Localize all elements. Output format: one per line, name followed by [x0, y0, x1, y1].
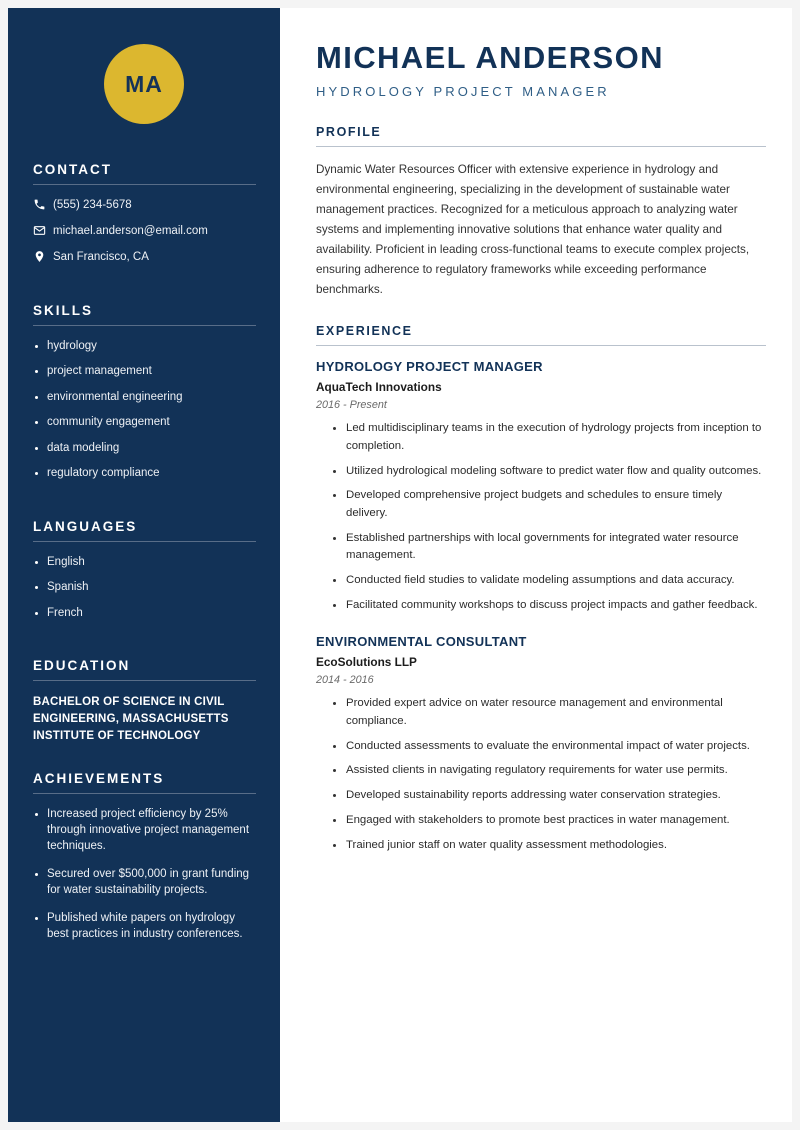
contact-heading: CONTACT	[33, 162, 112, 177]
phone-icon	[33, 198, 53, 211]
job-company: AquaTech Innovations	[316, 380, 442, 395]
education-item: BACHELOR OF SCIENCE IN CIVIL ENGINEERING, MASSACHUSETTS INSTITUTE OF TECHNOLOGY	[33, 696, 229, 742]
list-item: Secured over $500,000 in grant funding for water sustainability projects.	[33, 867, 256, 898]
spacer	[8, 631, 280, 658]
list-item: Engaged with stakeholders to promote best practices in water management.	[332, 812, 766, 830]
spacer	[8, 492, 280, 519]
headline-job-title: HYDROLOGY PROJECT MANAGER	[316, 83, 610, 99]
experience-section	[316, 324, 766, 854]
list-item: Conducted field studies to validate modeling assumptions and data accuracy.	[332, 572, 766, 590]
list-item: Utilized hydrological modeling software to predict water flow and quality outcomes.	[332, 463, 766, 481]
list-item: Facilitated community workshops to discuss project impacts and gather feedback.	[332, 597, 766, 615]
list-item: Assisted clients in navigating regulatory requirements for water use permits.	[332, 762, 766, 780]
contact-email-value: michael.anderson@email.com	[53, 224, 208, 237]
list-item: French	[33, 606, 256, 622]
spacer	[8, 744, 280, 771]
experience-divider	[316, 345, 766, 346]
experience-entry	[316, 634, 766, 854]
list-item: Conducted assessments to evaluate the environmental impact of water projects.	[332, 738, 766, 756]
list-item: regulatory compliance	[33, 466, 256, 482]
list-item: Increased project efficiency by 25% through innovative project management techniques.	[33, 807, 256, 854]
job-dates: 2014 - 2016	[316, 674, 374, 687]
spacer	[8, 276, 280, 303]
resume-document	[8, 8, 792, 1122]
list-item: project management	[33, 364, 256, 380]
languages-list	[33, 555, 256, 622]
list-item: Developed sustainability reports addressing water conservation strategies.	[332, 787, 766, 805]
page-title: MICHAEL ANDERSON	[316, 40, 664, 75]
job-role: HYDROLOGY PROJECT MANAGER	[316, 359, 543, 375]
main-content	[280, 8, 792, 1122]
education-divider	[33, 680, 256, 681]
list-item: data modeling	[33, 441, 256, 457]
languages-section	[8, 519, 280, 622]
sidebar	[8, 8, 280, 1122]
education-section	[8, 658, 280, 744]
experience-entry	[316, 359, 766, 614]
list-item: Led multidisciplinary teams in the execution of hydrology projects from inception to completion.	[332, 420, 766, 455]
contact-section	[8, 162, 280, 265]
list-item: Developed comprehensive project budgets and schedules to ensure timely delivery.	[332, 487, 766, 522]
list-item: Established partnerships with local governments for integrated water resource management.	[332, 530, 766, 565]
job-bullets	[316, 695, 766, 854]
profile-divider	[316, 146, 766, 147]
list-item: Published white papers on hydrology best practices in industry conferences.	[33, 911, 256, 942]
avatar: MA	[104, 44, 184, 124]
achievements-divider	[33, 793, 256, 794]
list-item: environmental engineering	[33, 390, 256, 406]
contact-location[interactable]	[33, 250, 256, 265]
contact-email[interactable]	[33, 224, 256, 239]
profile-heading: PROFILE	[316, 124, 382, 139]
list-item: Trained junior staff on water quality assessment methodologies.	[332, 837, 766, 855]
skills-section	[8, 303, 280, 482]
skills-divider	[33, 325, 256, 326]
languages-divider	[33, 541, 256, 542]
avatar-container	[8, 8, 280, 162]
list-item: hydrology	[33, 339, 256, 355]
contact-divider	[33, 184, 256, 185]
profile-text: Dynamic Water Resources Officer with extensive experience in hydrology and environmental engineering, specializing in the development of sustainable water management practices. Recognized for a meticulous approach to analyzing water systems and implementing innovative solutions that enhance water quality and availability. Proficient in leading cross-functional teams to execute complex projects, ensuring adherence to regulatory frameworks while exceeding performance benchmarks.	[316, 162, 750, 297]
job-company: EcoSolutions LLP	[316, 655, 417, 670]
contact-phone-value: (555) 234-5678	[53, 199, 132, 211]
contact-location-value: San Francisco, CA	[53, 250, 149, 263]
list-item: community engagement	[33, 415, 256, 431]
list-item: Provided expert advice on water resource management and environmental compliance.	[332, 695, 766, 730]
job-role: ENVIRONMENTAL CONSULTANT	[316, 634, 527, 650]
experience-heading: EXPERIENCE	[316, 324, 413, 339]
skills-heading: SKILLS	[33, 302, 94, 318]
achievements-list	[33, 807, 256, 942]
job-dates: 2016 - Present	[316, 399, 387, 412]
job-bullets	[316, 420, 766, 614]
contact-phone[interactable]	[33, 198, 256, 213]
skills-list	[33, 339, 256, 482]
achievements-section	[8, 771, 280, 942]
email-icon	[33, 224, 53, 237]
location-pin-icon	[33, 250, 53, 263]
list-item: Spanish	[33, 580, 256, 596]
list-item: English	[33, 555, 256, 571]
profile-section	[316, 125, 766, 301]
achievements-heading: ACHIEVEMENTS	[33, 771, 165, 787]
education-heading: EDUCATION	[33, 658, 131, 674]
languages-heading: LANGUAGES	[33, 518, 138, 534]
